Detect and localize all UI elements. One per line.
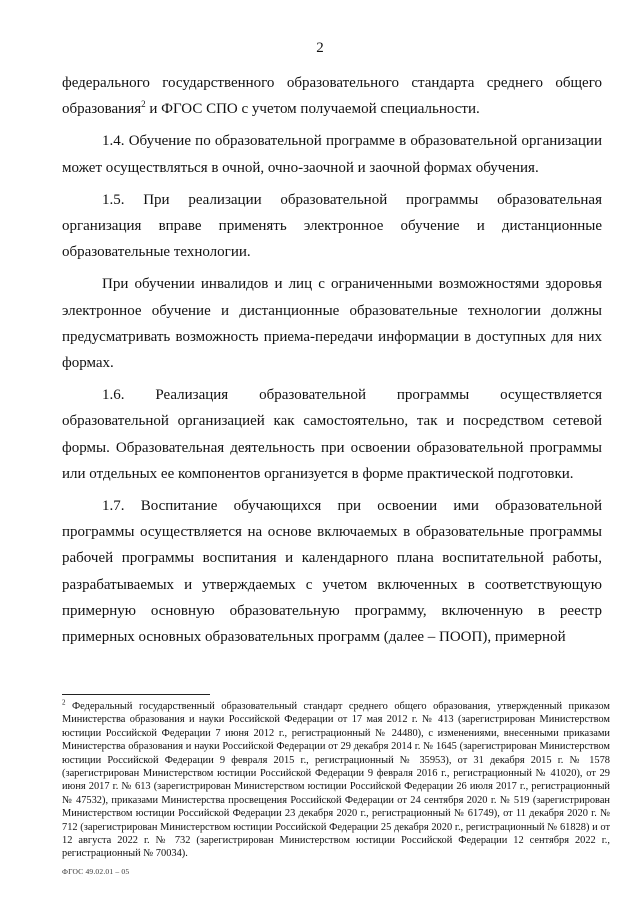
body-text bbox=[62, 70, 602, 656]
paragraph-text: федерального государственного образовательного стандарта среднего общего образования bbox=[62, 75, 602, 118]
paragraph-standard-continuation bbox=[62, 70, 602, 122]
footnote-text: Федеральный государственный образовательный стандарт среднего общего образования, утвержденный приказом Министерства образования и науки Российской Федерации от 17 мая 2012 г. № 413 (зарегистрирован Министерством юстиции Российской Федерации 7 июня 2012 г., регистрационный № 24480), с изменениями, внесенными приказами Министерства образования и науки Российской Федерации от 29 декабря 2014 г. № 1645 (зарегистрирован Министерством юстиции Российской Федерации 9 февраля 2015 г., регистрационный № 35953), от 31 декабря 2015 г. № 1578 (зарегистрирован Министерством юстиции Российской Федерации 9 февраля 2016 г., регистрационный № 41020), от 29 июня 2017 г. № 613 (зарегистрирован Министерством юстиции Российской Федерации 26 июля 2017 г., регистрационный № 47532), приказами Министерства просвещения Российской Федерации от 24 сентября 2020 г. № 519 (зарегистрирован Министерством юстиции Российской Федерации 23 декабря 2020 г., регистрационный № 61749), от 11 декабря 2020 г. № 712 (зарегистрирован Министерством юстиции Российской Федерации 25 декабря 2020 г., регистрационный № 61828) и от 12 августа 2022 г. № 732 (зарегистрирован Министерством юстиции Российской Федерации 12 сентября 2022 г., регистрационный № 70034). bbox=[62, 701, 610, 860]
footnote bbox=[62, 700, 610, 861]
paragraph-text: и ФГОС СПО с учетом получаемой специальности. bbox=[145, 101, 480, 118]
paragraph-1-7: 1.7. Воспитание обучающихся при освоении ими образовательной программы осуществляется на основе включаемых в образовательные программы рабочей программы воспитания и календарного плана воспитательной работы, разрабатываемых и утверждаемых с учетом включенных в соответствующую примерную основную образовательную программу, включенную в реестр примерных основных образовательных программ (далее – ПООП), примерной bbox=[62, 498, 602, 646]
paragraph-1-4: 1.4. Обучение по образовательной программе в образовательной организации может осуществляться в очной, очно-заочной и заочной формах обучения. bbox=[62, 133, 602, 176]
paragraph-1-5: 1.5. При реализации образовательной программы образовательная организация вправе применять электронное обучение и дистанционные образовательные технологии. bbox=[62, 191, 602, 261]
paragraph-disabilities: При обучении инвалидов и лиц с ограниченными возможностями здоровья электронное обучение и дистанционные образовательные технологии должны предусматривать возможность приема-передачи информации в доступных для них формах. bbox=[62, 276, 602, 372]
document-code: ФГОС 49.02.01 – 05 bbox=[62, 867, 130, 876]
paragraph-1-6: 1.6. Реализация образовательной программы осуществляется образовательной организацией как самостоятельно, так и посредством сетевой формы. Образовательная деятельность при освоении образовательной программы или отдельных ее компонентов организуется в форме практической подготовки. bbox=[62, 387, 602, 482]
footnote-separator bbox=[62, 694, 210, 695]
page-number: 2 bbox=[316, 40, 324, 56]
footnote-reference: 2 bbox=[141, 99, 146, 110]
footnote-mark: 2 bbox=[62, 698, 66, 707]
